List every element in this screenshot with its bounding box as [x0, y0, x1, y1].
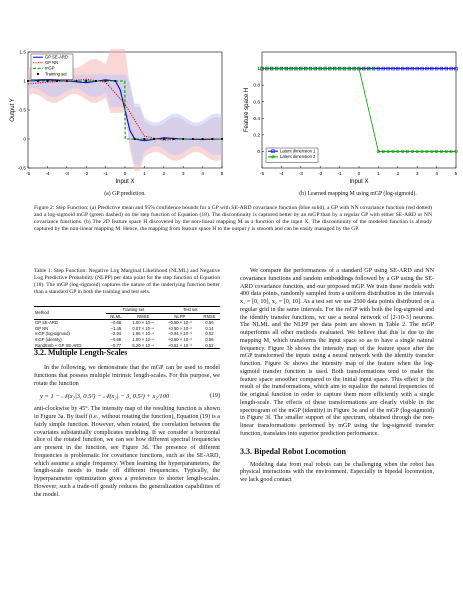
table-cell-method: GP NN [35, 325, 49, 331]
legend-marker [37, 73, 39, 75]
subcaption-b: (b) Learned mapping M using mGP (log-sigmoid). [299, 191, 417, 197]
x-tick-label: -5 [259, 172, 265, 177]
table-cell: 0.02 [205, 331, 214, 337]
table-cell: 1.00 × 10⁻⁴ [132, 336, 154, 342]
x-tick-label: 3 [415, 172, 419, 177]
table-cell: 5.20 × 10⁻⁴ [132, 342, 154, 348]
data-point-training [182, 138, 184, 140]
y-tick-label: 1 [257, 67, 260, 73]
table-cell: 1.96 × 10⁻⁴ [132, 331, 154, 337]
y-axis-label: Output Y [10, 98, 16, 122]
data-point-training [66, 80, 68, 82]
table-subheader: RMSE [203, 313, 216, 319]
table-subheader: NLML [110, 313, 122, 319]
figure-caption [34, 205, 432, 233]
y-tick-label: 0.2 [253, 133, 260, 139]
x-tick-label: 5 [220, 172, 224, 177]
table-cell: 0.14 [205, 325, 214, 331]
data-point-training [211, 138, 213, 140]
data-point-training [163, 138, 165, 140]
data-point-training [172, 138, 174, 140]
data-point-training [85, 80, 87, 82]
data-point-training [27, 80, 29, 82]
table-cell: −2.94 [110, 331, 122, 337]
table-cell-method: RandEmb + GP SE-ARD [35, 342, 82, 348]
x-tick-label: 5 [454, 172, 458, 177]
y-tick-label: 0 [257, 150, 260, 156]
legend-label: Latent dimension 2 [280, 154, 316, 160]
legend-label: mGP [45, 65, 55, 71]
legend-label: Latent dimension 1 [280, 148, 316, 154]
data-point-training [105, 80, 107, 82]
data-point-training [143, 138, 145, 140]
legend-label: Training set [45, 71, 67, 77]
y-axis-label: Feature space H [244, 87, 250, 133]
figure-caption-text: Figure 2: Step Function: (a) Predictive mean and 95% confidence bounds for a GP with SE-ARD covariance function (blue solid), a GP with NN covariance function (red dotted) and a log-sigmoid mGP (green dashed) on the step function of Equation (18). The discontinuity is captured better by an mGP than by a regular GP with either SE-ARD or NN covariance functions. (b) The 2D feature space H discovered by the non-linear mapping M as a function of the input X. The discontinuity of the modeled function is already captured by the non-linear mapping M. Hence, the mapping from feature space H to the output y is smooth and can be easily managed by the GP. [34, 205, 432, 233]
table-cell-method: GP SE-ARD [35, 320, 58, 326]
table-cell: 0.56 [205, 336, 214, 342]
table-cell: 0.52 [205, 342, 214, 348]
table-cell: −0.68 [110, 320, 122, 326]
table-cell: −0.94 × 10⁻³ [168, 331, 192, 337]
table-cell: −0.68 [110, 336, 122, 342]
y-tick-label: 0.6 [253, 100, 260, 106]
legend-label: GP SE-ARD [45, 54, 68, 60]
y-tick-label: -0.5 [17, 166, 26, 172]
table-cell-method: mGP (identity) [35, 336, 62, 342]
table-cell: +0.50 × 10⁻³ [168, 325, 192, 331]
figure-a-chart [4, 40, 226, 190]
x-tick-label: 1 [377, 172, 380, 177]
data-point-training [153, 138, 155, 140]
y-tick-label: 1.5 [19, 50, 26, 56]
data-point-training [75, 80, 77, 82]
data-point-training [46, 80, 48, 82]
x-tick-label: 3 [181, 172, 185, 177]
x-tick-label: -1 [103, 172, 108, 177]
x-tick-label: -3 [64, 172, 69, 177]
y-tick-label: 0.5 [19, 108, 26, 114]
paragraph: Modeling data from real robots can be challenging when the robot has physical interactions with the environment. Especially in bipedal locomotion, we lack good contact [240, 461, 434, 483]
subcaption-a: (a) GP prediction. [104, 191, 146, 197]
section-heading-bipedal-robot-locomotion: 3.3. Bipedal Robot Locomotion [240, 446, 347, 456]
section-heading-multiple-length-scales: 3.2. Multiple Length-Scales [34, 348, 128, 357]
paragraph: We compare the performances of a standard GP using SE-ARD and NN covariance functions and random embeddings followed by a GP using the SE-ARD covariance function, and our proposed mGP. We train these models with 400 data points, randomly sampled from a uniform distribution in the intervals x₁ = [0, 10], x₂ = [0, 10]. As a test set we use 2500 data points distributed on a regular grid in the same intervals. For the mGP with both the log-sigmoid and the identify transfer functions, we use a neural network of [2-10-3] neurons. The NLML and the NLPP per data point are shown in Table 2. The mGP outperforms all other methods evaluated. We believe that this is due to the mapping M, which transforms the input space so as to have a single natural frequency. Figure 3b shows the intensity map of the feature space after the mGP transformed the inputs using a neural network with the identify transfer function. Figure 3c shows the intensity map of the feature when the log-sigmoid transfer function is used. Both transformations tend to make the feature space smoother compared to the initial input space. This effect is the result of the transformations, which aim to equalize the natural frequencies of the original function in order to capture them more efficiently with a single length-scale. The effects of these transformations are clearly visible in the spectrogram of the mGP (identity) in Figure 3e and of the mGP (log-sigmoid) in Figure 3f. The smaller support of the spectrum, obtained through the non-linear transformations performed by mGP using the log-sigmoid transfer function, translates into superior prediction performance. [240, 268, 434, 437]
x-tick-label: -2 [84, 172, 89, 177]
data-point-training [56, 80, 58, 82]
data-point-training [221, 138, 223, 140]
x-tick-label: -4 [279, 172, 284, 177]
y-tick-label: 1 [23, 79, 26, 85]
y-tick-label: 0.8 [253, 83, 260, 89]
x-tick-label: 4 [435, 172, 438, 177]
table-cell: +0.50 × 10⁻³ [168, 336, 192, 342]
x-tick-label: 0 [123, 172, 127, 177]
table-cell: −0.77 [110, 342, 122, 348]
equation: y = 1 − 𝒩(x₂|3, 0.5²) − 𝒩(x₂| − 3, 0.5²) + x₂/100 [40, 393, 170, 401]
paragraph: anti-clockwise by 45°. The intensity map of the resulting function is shown in Figure 3a. By itself (i.e., without rotating the function), Equation (19) is a fairly simple function. However, when rotated, the correlation between the covariates substantially complicates modeling. If we consider a horizontal slice of the rotated function, we can see how different spectral frequencies are present in the function, see Figure 3d. The presence of different frequencies is problematic for covariance functions, such as the SE-ARD, which assume a single frequency. When learning the hyperparameters, the length-scale needs to trade off different frequencies. Typically, the hyperparameter optimization gives a preference to shorter length-scales. However, such a trade-off greatly reduces the generalization capabilities of the model. [34, 406, 220, 498]
equation-19 [34, 393, 220, 401]
table-subheader: RMSE [137, 313, 150, 319]
legend-label: GP NN [45, 60, 59, 66]
x-tick-label: 0 [357, 172, 361, 177]
table-cell: +0.51 × 10⁻³ [168, 342, 192, 348]
results-table [34, 306, 220, 349]
table-header-training: Training set [106, 307, 161, 314]
table-cell: 0.56 [205, 320, 214, 326]
right-column [240, 268, 434, 485]
table-caption [34, 268, 220, 296]
figure-b-chart [236, 40, 460, 190]
x-tick-label: -3 [298, 172, 303, 177]
table-header-method: Method [35, 310, 49, 316]
equation-number: (19) [209, 393, 220, 400]
table-cell: +0.50 × 10⁻³ [168, 320, 192, 326]
data-point-training [114, 80, 116, 82]
x-axis-label: Input X [115, 179, 135, 185]
series-line-latent-dimension-2 [262, 69, 456, 152]
data-point-training [202, 138, 204, 140]
data-point-training [95, 80, 97, 82]
table-caption-text: Table 1: Step Function: Negative Log Marginal Likelihood (NLML) and Negative Log Predictive Probability (NLPP) per data point for the step function of Equation (18). The mGP (log-sigmoid) captures the nature of the underlying function better than a standard GP in both the training and test sets. [34, 268, 220, 296]
table-cell: −1.49 [110, 325, 122, 331]
y-tick-label: 0.4 [253, 116, 260, 122]
x-tick-label: 2 [396, 172, 400, 177]
data-point-training [134, 138, 136, 140]
x-tick-label: 2 [162, 172, 166, 177]
table-cell: 1.00 × 10⁻⁴ [132, 320, 154, 326]
left-column [34, 348, 220, 499]
x-tick-label: -1 [337, 172, 342, 177]
table-header-test: Test set [161, 307, 220, 314]
x-tick-label: 1 [143, 172, 146, 177]
y-tick-label: 0 [23, 137, 26, 143]
paragraph: In the following, we demonstrate that the mGP can be used to model functions that possess multiple intrinsic length-scales. For this purpose, we rotate the function [34, 365, 220, 387]
data-point-training [192, 138, 194, 140]
table-cell: 0.07 × 10⁻⁴ [132, 325, 154, 331]
table-cell-method: mGP (log-sigmoid) [35, 331, 70, 337]
table-subheader: NLPP [174, 313, 186, 319]
x-tick-label: 4 [201, 172, 204, 177]
x-tick-label: -4 [45, 172, 50, 177]
x-tick-label: -2 [318, 172, 323, 177]
x-axis-label: Input X [349, 179, 369, 185]
data-point-training [37, 80, 39, 82]
x-tick-label: -5 [25, 172, 31, 177]
